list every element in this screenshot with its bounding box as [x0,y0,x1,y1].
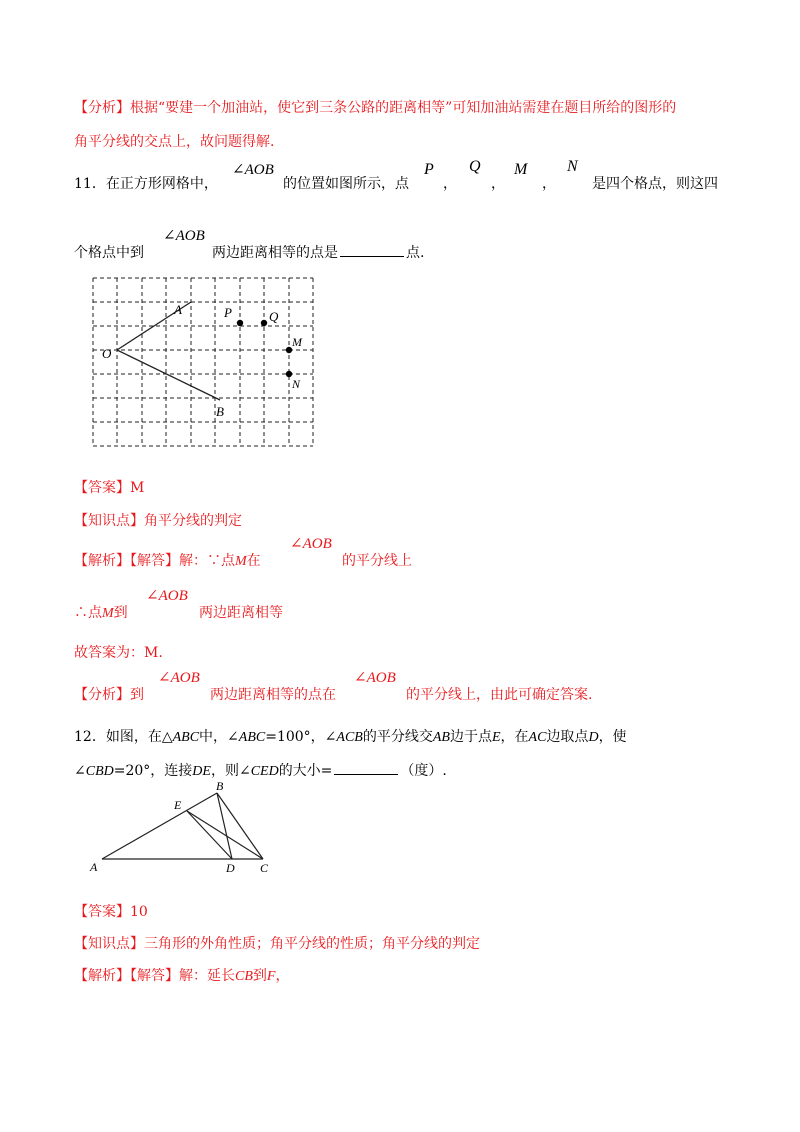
q12-sol-cb: CB [235,969,253,984]
label-p: P [224,305,232,320]
q11-analysis-angle-2: ∠AOB [354,670,396,686]
q11-answer-line [74,477,144,497]
q12-ac: AC [528,730,547,745]
q12-sol-a: 延长 [207,968,235,984]
label-b: B [216,404,224,419]
q11-analysis-c: 的平分线上，由此可确定答案. [406,687,593,703]
grid-point-q [261,320,267,326]
q11-final-answer: 故答案为：M. [74,645,163,661]
q12-triangle-figure [85,780,285,880]
q11-analysis-angle-1: ∠AOB [158,670,200,686]
q11-answer-blank [340,244,404,257]
q12-s1g: 边取点 [546,729,589,745]
q12-ced: CED [250,764,279,779]
q10-analysis-label: 【分析】 [74,100,130,116]
q12-knowledge-line [74,933,480,953]
q11-stem-f: 点. [406,245,425,261]
q12-s1c: =100°，∠ [265,729,337,745]
q11-stem-e-text: 两边距离相等的点是 [212,245,338,261]
q11-solution-line1 [74,550,261,570]
q12-stem-line2 [74,760,447,780]
q12-de: DE [192,764,211,779]
q11-knowledge-line [74,510,242,530]
label-n: N [292,377,301,391]
q12-s1b: 中，∠ [199,729,239,745]
q12-ab: AB [432,730,450,745]
q12-s1e: 边于点 [449,729,492,745]
q11-comma-2: ， [491,176,505,192]
q11-solution-m: M [235,554,247,569]
q12-answer-label: 【答案】 [74,904,130,920]
q11-l2-m: M [102,606,114,621]
q12-s2e: （度）. [400,763,447,779]
q11-solution-c: 的平分线上 [342,553,412,569]
q11-knowledge-label: 【知识点】 [74,513,144,529]
q12-answer-line [74,901,148,921]
q11-knowledge-text: 角平分线的判定 [144,513,242,529]
q11-analysis-a: 到 [130,687,144,703]
q11-l2-c: 两边距离相等 [199,605,283,621]
label-b: B [216,780,224,793]
q11-solution-line2 [74,602,128,622]
q12-acb: ACB [336,730,363,745]
q11-analysis-label: 【分析】 [74,687,130,703]
q12-stem-line1 [74,726,627,746]
q11-point-p: P [424,161,434,178]
q11-answer-label: 【答案】 [74,480,130,496]
q11-angle-aob-2: ∠AOB [163,228,205,244]
q11-stem-line1 [74,173,218,193]
q12-solution-label: 【解析】【解答】解： [74,968,207,984]
q12-s2a: ∠ [74,763,86,779]
label-a: A [90,860,98,874]
q12-sol-b: 到 [252,968,267,984]
q11-stem-line2 [74,242,144,262]
grid-lines [93,278,313,446]
q12-abc-2: ABC [238,730,266,745]
q10-analysis-line2: 角平分线的交点上，故问题得解. [74,134,275,150]
label-e: E [174,798,182,812]
q12-d: D [588,730,599,745]
q11-answer-value: M [130,480,145,496]
q11-solution-b: 在 [246,553,261,569]
q12-knowledge-text: 三角形的外角性质；角平分线的性质；角平分线的判定 [144,936,480,952]
label-a: A [174,302,182,317]
q12-s2b: =20°，连接 [113,763,193,779]
q12-s1a: 12．如图，在△ [74,729,173,745]
q11-solution-label: 【解析】【解答】解： [74,553,207,569]
grid-point-p [237,320,243,326]
q11-stem-a: 11．在正方形网格中， [74,176,218,192]
q11-stem-b: 的位置如图所示，点 [283,176,409,192]
label-o: O [102,346,112,361]
q12-solution-line [74,965,289,985]
q12-sol-f: F [266,969,276,984]
q12-knowledge-label: 【知识点】 [74,936,144,952]
q11-point-m: M [514,161,528,178]
q11-stem-d: 个格点中到 [74,245,144,261]
label-q: Q [269,309,279,324]
q12-answer-value: 10 [130,904,148,920]
q12-abc: ABC [172,730,200,745]
label-d: D [226,861,235,875]
q11-l2-a: ∴点 [74,605,102,621]
ray-ob [117,350,220,400]
q12-e: E [491,730,501,745]
q11-grid-figure [80,270,330,455]
q11-l2-b: 到 [113,605,128,621]
q12-cbd: CBD [85,764,114,779]
q11-angle-aob: ∠AOB [232,162,274,178]
label-m: M [292,335,302,349]
q12-s2c: ，则∠ [210,763,251,779]
q11-stem-c: 是四个格点，则这四 [592,176,718,192]
label-c: C [260,861,269,875]
q12-s2d: 的大小= [278,763,333,779]
q11-l2-angle: ∠AOB [146,588,188,604]
q11-point-n: N [567,158,578,175]
q12-s1d: 的平分线交 [362,729,433,745]
side-ab [102,793,217,859]
q11-point-q: Q [469,158,481,175]
q10-analysis-line1 [74,97,676,117]
q11-comma-1: ， [443,176,457,192]
q11-analysis-line [74,684,144,704]
q12-s1h: ，使 [598,729,627,745]
q11-comma-3: ， [542,176,556,192]
q10-analysis-text1: 根据“要建一个加油站，使它到三条公路的距离相等”可知加油站需建在题目所给的图形的 [130,100,677,116]
q12-answer-blank [334,762,398,775]
q12-s1f: ，在 [500,729,529,745]
q11-solution-angle: ∠AOB [290,536,332,552]
q12-sol-c: ， [275,968,290,984]
q11-stem-e [212,242,424,262]
q11-analysis-b: 两边距离相等的点在 [210,687,336,703]
q11-solution-a: ∵点 [207,553,235,569]
